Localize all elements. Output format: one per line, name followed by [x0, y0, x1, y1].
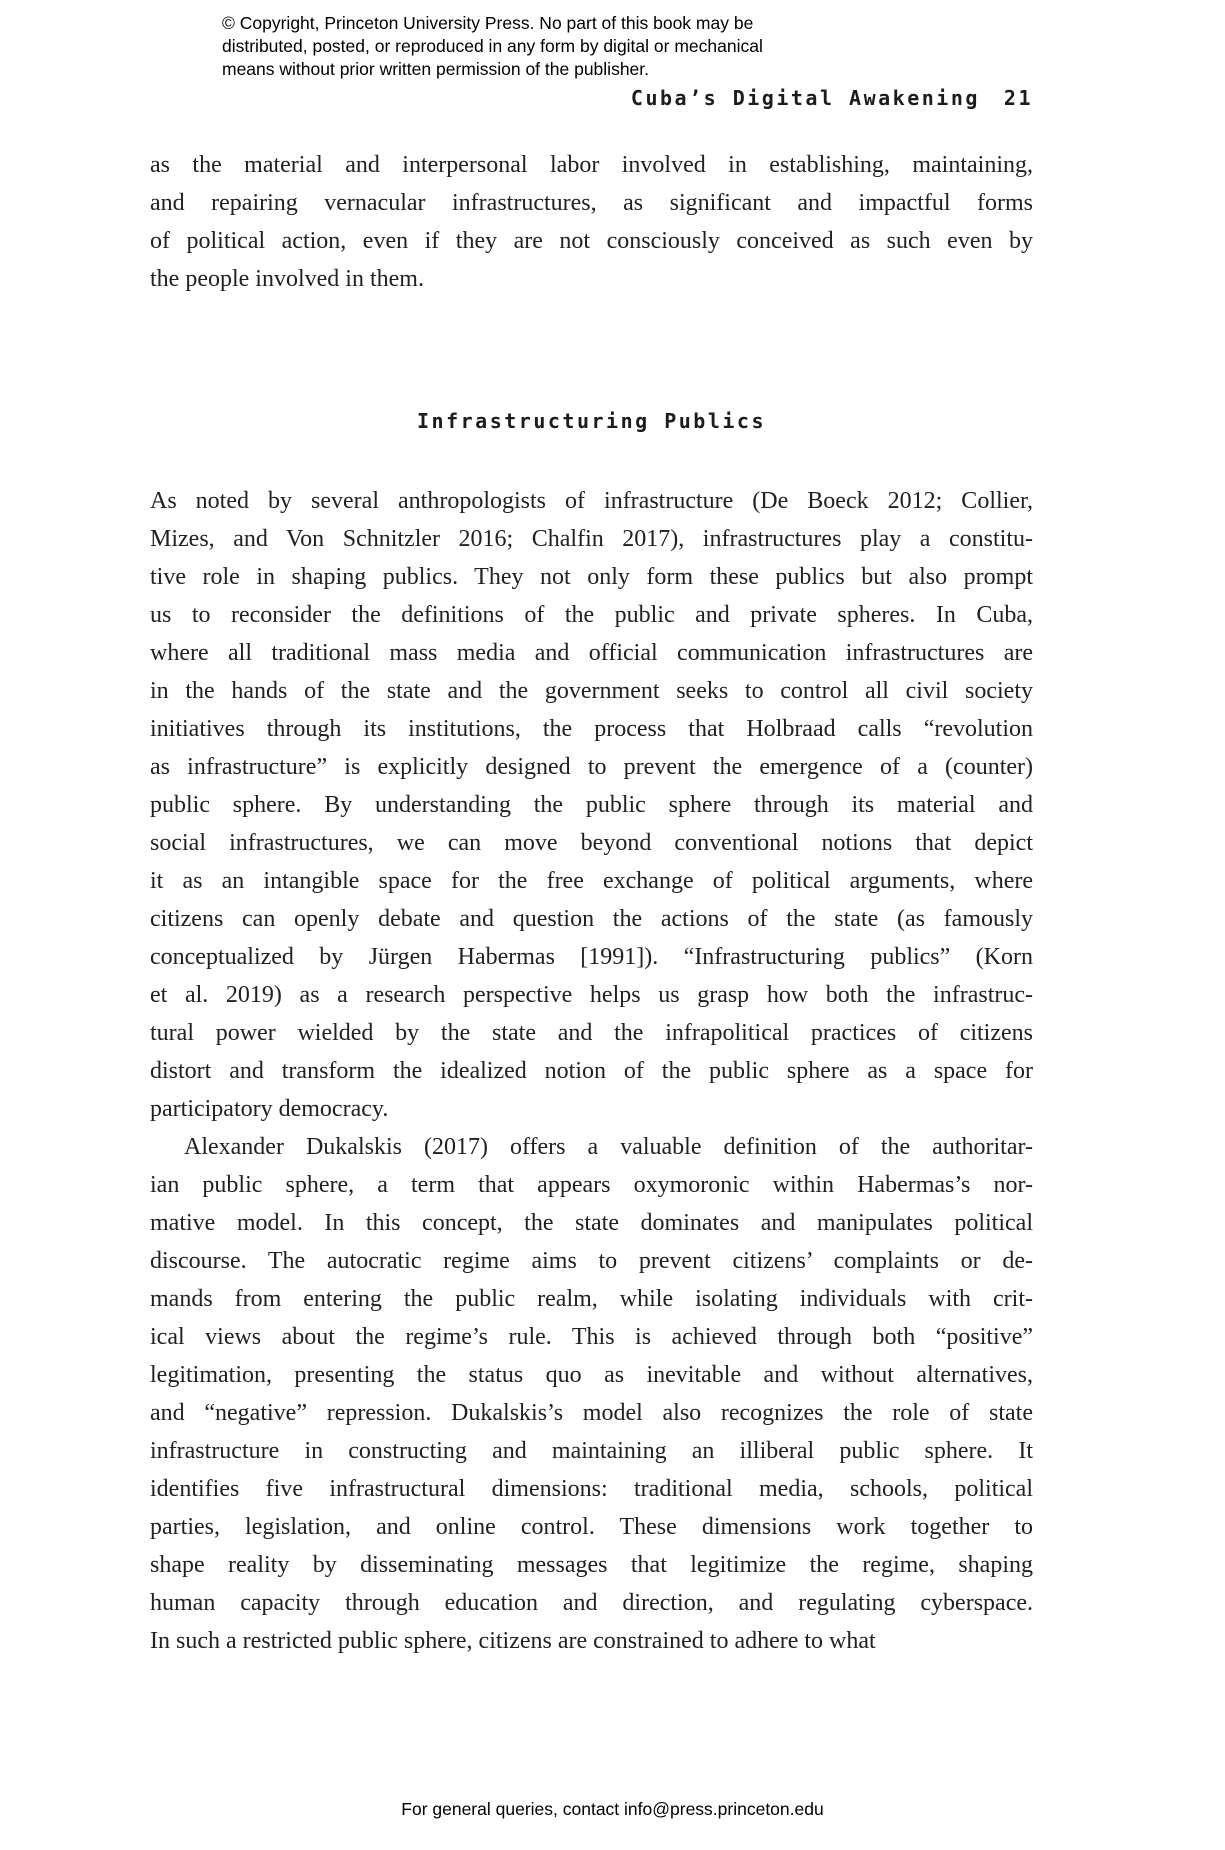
text-line: human capacity through education and direction, and regulating cyberspace.: [150, 1590, 1033, 1616]
text-line: means without prior written permission of the publisher.: [222, 59, 650, 79]
text-line: © Copyright, Princeton University Press. No part of this book may be: [222, 13, 754, 33]
text-line: tural power wielded by the state and the infrapolitical practices of citizens: [150, 1020, 1033, 1046]
copyright-notice: [222, 12, 763, 81]
running-header: [631, 86, 1033, 110]
text-line: us to reconsider the definitions of the public and private spheres. In Cuba,: [150, 602, 1033, 628]
text-line: public sphere. By understanding the public sphere through its material and: [150, 792, 1033, 818]
text-line: and “negative” repression. Dukalskis’s model also recognizes the role of state: [150, 1400, 1033, 1426]
text-line: participatory democracy.: [150, 1096, 389, 1122]
text-line: in the hands of the state and the government seeks to control all civil society: [150, 678, 1033, 704]
text-line: initiatives through its institutions, the process that Holbraad calls “revolution: [150, 716, 1033, 742]
text-line: Alexander Dukalskis (2017) offers a valuable definition of the authoritar-: [184, 1134, 1033, 1160]
text-line: ian public sphere, a term that appears oxymoronic within Habermas’s nor-: [150, 1172, 1033, 1198]
text-line: distributed, posted, or reproduced in any form by digital or mechanical: [222, 36, 763, 56]
text-line: and repairing vernacular infrastructures, as significant and impactful forms: [150, 190, 1033, 216]
section-heading: Infrastructuring Publics: [417, 409, 766, 433]
text-line: social infrastructures, we can move beyond conventional notions that depict: [150, 830, 1033, 856]
text-line: discourse. The autocratic regime aims to prevent citizens’ complaints or de-: [150, 1248, 1033, 1274]
text-line: mands from entering the public realm, while isolating individuals with crit-: [150, 1286, 1033, 1312]
text-line: it as an intangible space for the free exchange of political arguments, where: [150, 868, 1033, 894]
text-line: distort and transform the idealized notion of the public sphere as a space for: [150, 1058, 1033, 1084]
footer-contact-text: For general queries, contact info@press.princeton.edu: [401, 1799, 824, 1819]
text-line: In such a restricted public sphere, citizens are constrained to adhere to what: [150, 1628, 876, 1654]
text-line: tive role in shaping publics. They not only form these publics but also prompt: [150, 564, 1033, 590]
text-line: as the material and interpersonal labor involved in establishing, maintaining,: [150, 152, 1033, 178]
text-line: mative model. In this concept, the state dominates and manipulates political: [150, 1210, 1033, 1236]
text-line: shape reality by disseminating messages that legitimize the regime, shaping: [150, 1552, 1033, 1578]
text-line: conceptualized by Jürgen Habermas [1991]). “Infrastructuring publics” (Korn: [150, 944, 1033, 970]
text-column: [150, 146, 1033, 1660]
text-line: Mizes, and Von Schnitzler 2016; Chalfin 2017), infrastructures play a constitu-: [150, 526, 1033, 552]
text-line: where all traditional mass media and official communication infrastructures are: [150, 640, 1033, 666]
text-line: legitimation, presenting the status quo as inevitable and without alternatives,: [150, 1362, 1033, 1388]
body-paragraph-1: [150, 146, 1033, 298]
text-line: As noted by several anthropologists of infrastructure (De Boeck 2012; Collier,: [150, 488, 1033, 514]
text-line: infrastructure in constructing and maintaining an illiberal public sphere. It: [150, 1438, 1033, 1464]
body-paragraph-2: [150, 482, 1033, 1128]
page-number: 21: [1003, 86, 1033, 110]
book-title: Cuba’s Digital Awakening: [630, 86, 980, 110]
text-line: of political action, even if they are not consciously conceived as such even by: [150, 228, 1033, 254]
text-line: as infrastructure” is explicitly designed to prevent the emergence of a (counter): [150, 754, 1033, 780]
text-line: identifies five infrastructural dimensions: traditional media, schools, political: [150, 1476, 1033, 1502]
text-line: the people involved in them.: [150, 266, 424, 292]
body-paragraph-3: [150, 1128, 1033, 1660]
text-line: et al. 2019) as a research perspective helps us grasp how both the infrastruc-: [150, 982, 1033, 1008]
text-line: citizens can openly debate and question the actions of the state (as famously: [150, 906, 1033, 932]
text-line: ical views about the regime’s rule. This is achieved through both “positive”: [150, 1324, 1033, 1350]
text-line: parties, legislation, and online control. These dimensions work together to: [150, 1514, 1033, 1540]
